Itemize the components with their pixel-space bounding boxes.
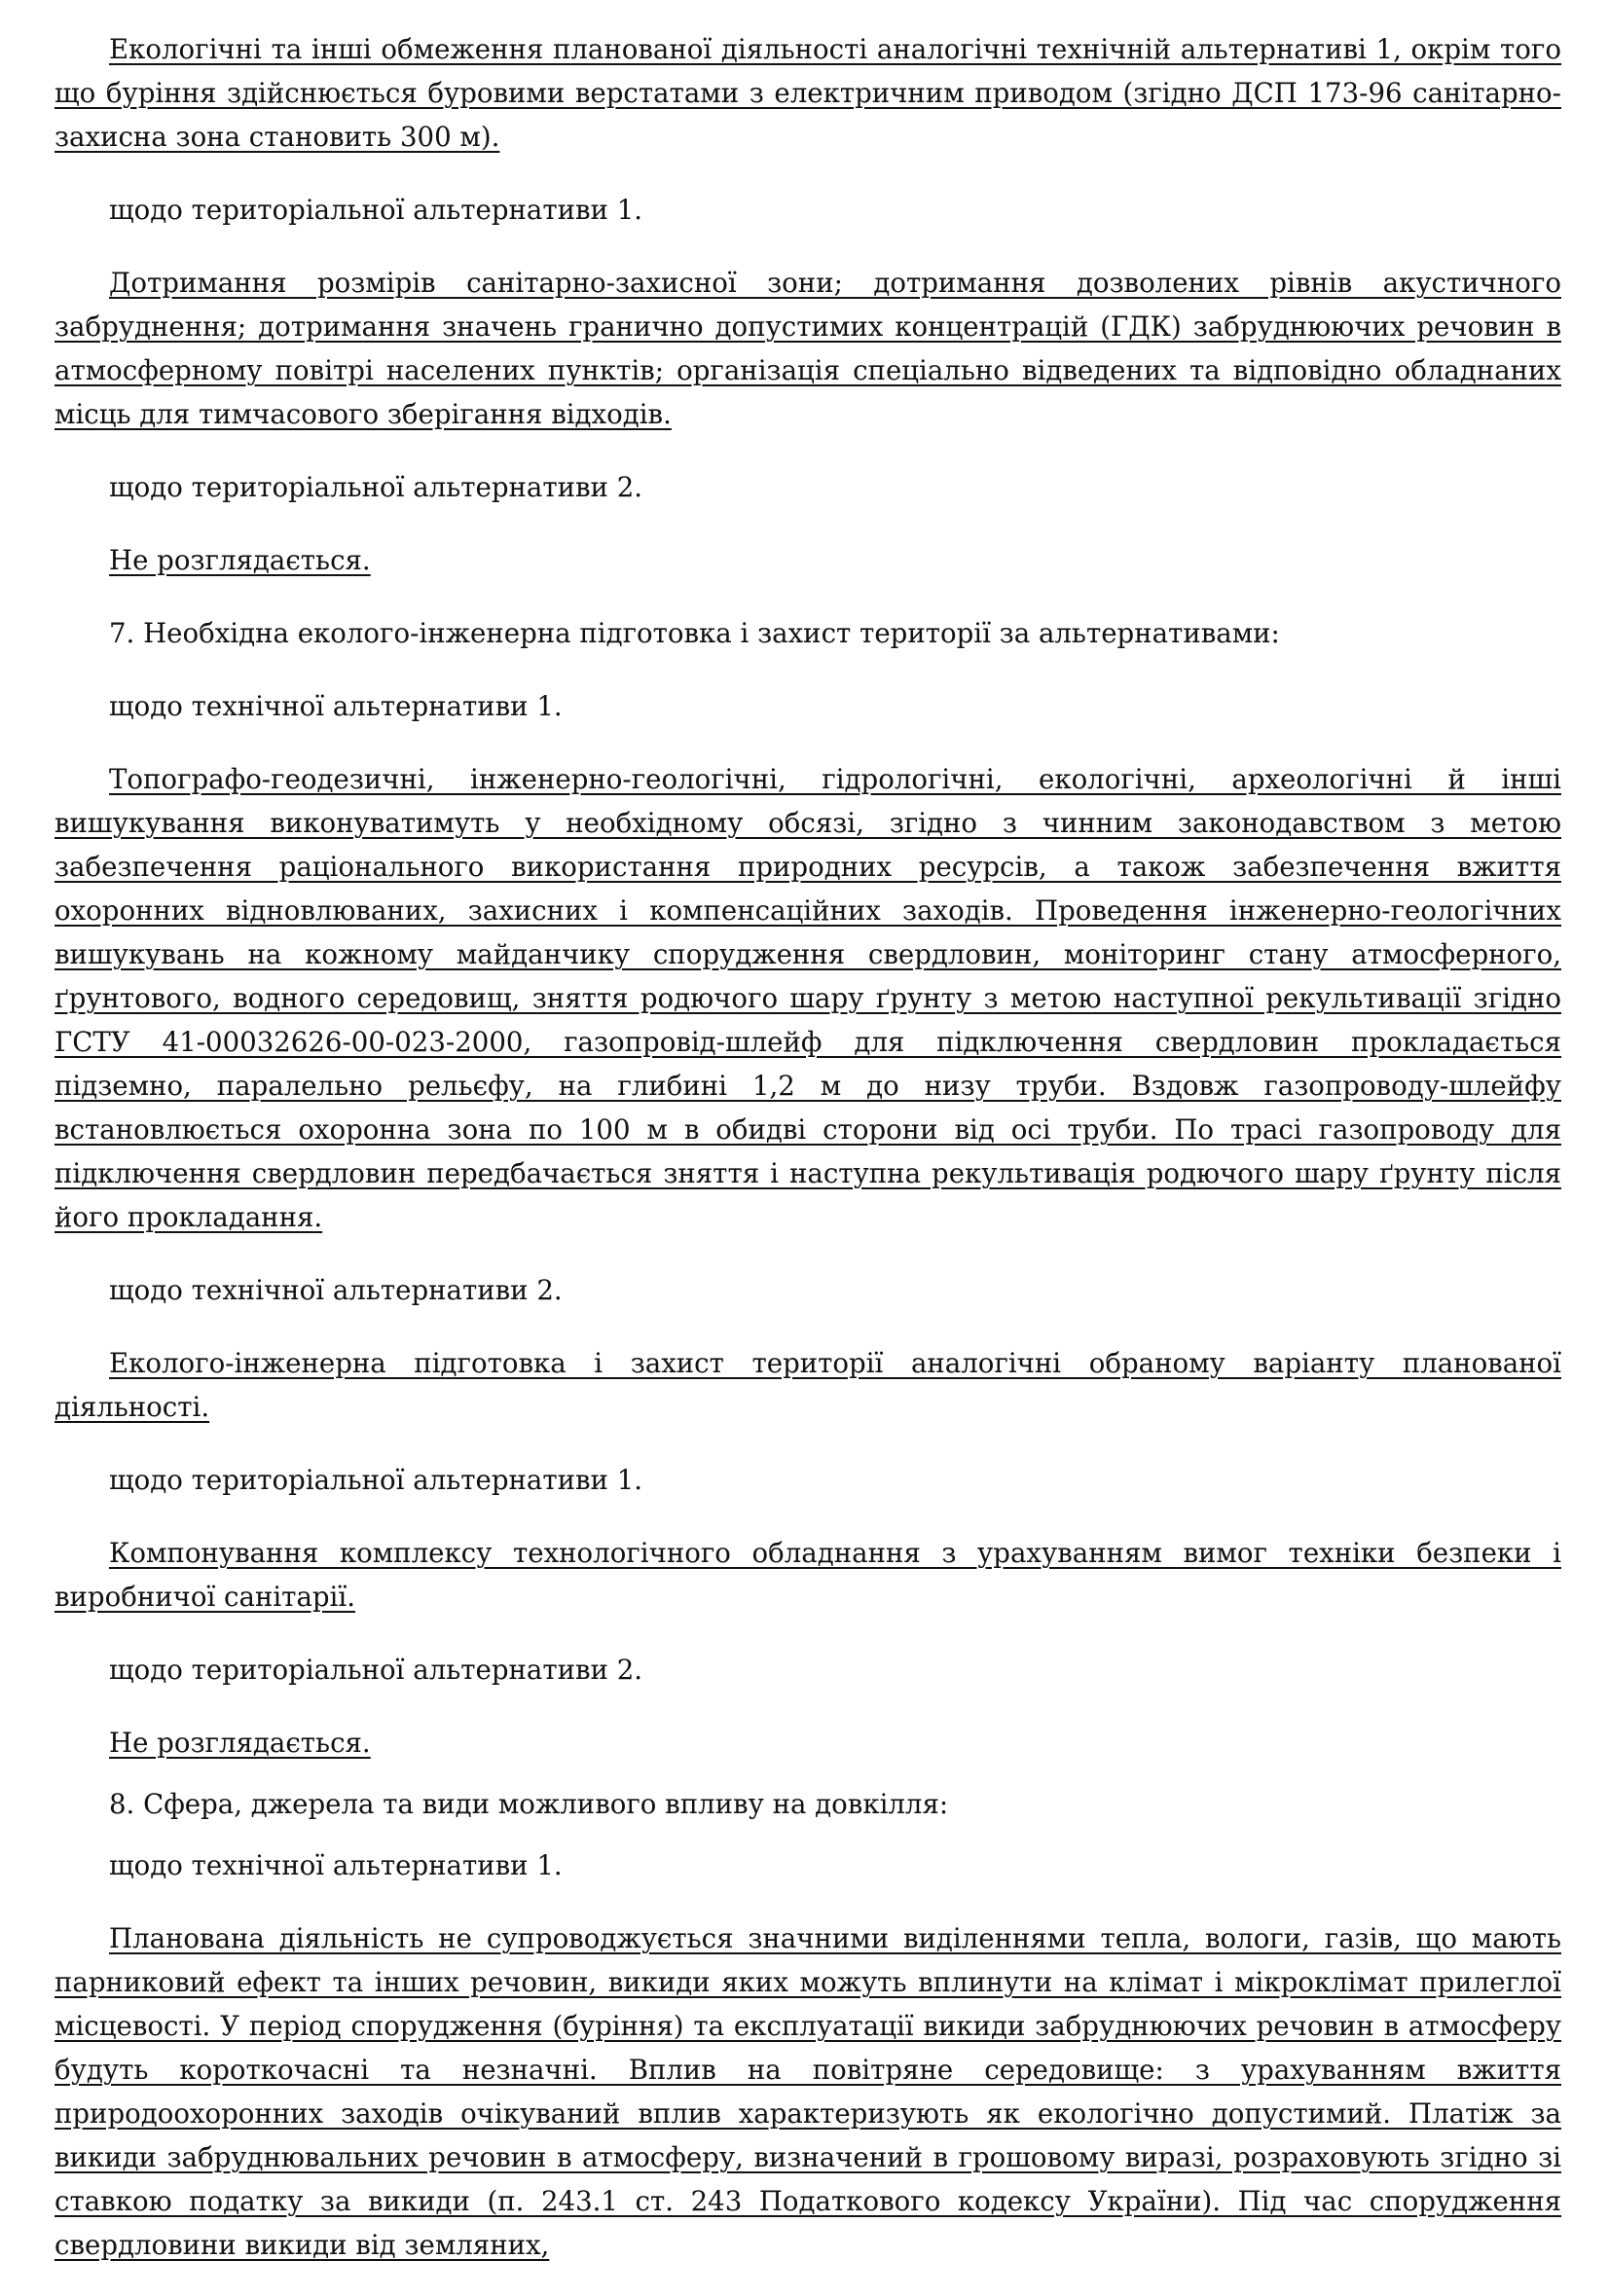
heading-territorial-alternative-2	[55, 465, 1561, 509]
paragraph-text: щодо територіальної альтернативи 1.	[109, 194, 643, 226]
paragraph-text: Не розглядається.	[109, 1727, 371, 1759]
paragraph-environmental-impact	[55, 1916, 1561, 2267]
paragraph-text: щодо технічної альтернативи 2.	[109, 1274, 563, 1306]
heading-technical-alternative-1	[55, 684, 1561, 728]
paragraph-text: щодо технічної альтернативи 1.	[109, 690, 563, 722]
heading-territorial-alternative-1	[55, 188, 1561, 232]
paragraph-text: Еколого-інженерна підготовка і захист території аналогічні обраному варіанту планованої діяльності.	[55, 1347, 1561, 1423]
paragraph-text: щодо технічної альтернативи 1.	[109, 1849, 563, 1881]
paragraph-equipment-layout	[55, 1531, 1561, 1619]
paragraph-not-considered	[55, 538, 1561, 582]
paragraph-text: Планована діяльність не супроводжується значними виділеннями тепла, вологи, газів, що мають парниковий ефект та інших речовин, викиди яких можуть вплинути на клімат і мікроклімат прилеглої місцевості. У період спорудження (буріння) та експлуатації викиди забруднюючих речовин в атмосферу будуть короткочасні та незначні. Вплив на повітряне середовище: з урахуванням вжиття природоохоронних заходів очікуваний вплив характеризують як екологічно допустимий. Платіж за викиди забруднювальних речовин в атмосферу, визначений в грошовому виразі, розраховують згідно зі ставкою податку за викиди (п. 243.1 ст. 243 Податкового кодексу України). Під час спорудження свердловини викиди від земляних,	[55, 1922, 1561, 2261]
paragraph-text: Дотримання розмірів санітарно-захисної зони; дотримання дозволених рівнів акустичного забруднення; дотримання значень гранично допустимих концентрацій (ГДК) забруднюючих речовин в атмосферному повітрі населених пунктів; організація спеціально відведених та відповідно обладнаних місць для тимчасового зберігання відходів.	[55, 267, 1561, 430]
paragraph-text: щодо територіальної альтернативи 1.	[109, 1464, 643, 1496]
paragraph-surveys	[55, 757, 1561, 1239]
paragraph-text: Екологічні та інші обмеження планованої діяльності аналогічні технічній альтернативі 1, окрім того що буріння здійснюється буровими верстатами з електричним приводом (згідно ДСП 173-96 санітарно-захисна зона становить 300 м).	[55, 33, 1561, 153]
section-7-heading	[55, 611, 1561, 655]
paragraph-text: 8. Сфера, джерела та види можливого впливу на довкілля:	[109, 1788, 949, 1820]
heading-territorial-alternative-2	[55, 1648, 1561, 1692]
paragraph-engineering-preparation	[55, 1341, 1561, 1429]
paragraph-text: щодо територіальної альтернативи 2.	[109, 471, 643, 503]
paragraph-text: Компонування комплексу технологічного обладнання з урахуванням вимог техніки безпеки і виробничої санітарії.	[55, 1537, 1561, 1613]
paragraph-text: Топографо-геодезичні, інженерно-геологічні, гідрологічні, екологічні, археологічні й інші вишукування виконуватимуть у необхідному обсязі, згідно з чинним законодавством з метою забезпечення раціонального використання природних ресурсів, а також забезпечення вжиття охоронних відновлюваних, захисних і компенсаційних заходів. Проведення інженерно-геологічних вишукувань на кожному майданчику спорудження свердловин, моніторинг стану атмосферного, ґрунтового, водного середовищ, зняття родючого шару ґрунту з метою наступної рекультивації згідно ГСТУ 41-00032626-00-023-2000, газопровід-шлейф для підключення свердловин прокладається підземно, паралельно рельєфу, на глибині 1,2 м до низу труби. Вздовж газопроводу-шлейфу встановлюється охоронна зона по 100 м в обидві сторони від осі труби. По трасі газопроводу для підключення свердловин передбачається зняття і наступна рекультивація родючого шару ґрунту після його прокладання.	[55, 763, 1561, 1233]
heading-technical-alternative-1	[55, 1843, 1561, 1887]
section-8-heading	[55, 1782, 1561, 1826]
paragraph-sanitary-zone	[55, 261, 1561, 436]
paragraph-text: Не розглядається.	[109, 544, 371, 576]
heading-territorial-alternative-1	[55, 1458, 1561, 1502]
paragraph-text: 7. Необхідна еколого-інженерна підготовка і захист території за альтернативами:	[109, 617, 1280, 649]
heading-technical-alternative-2	[55, 1268, 1561, 1312]
paragraph-not-considered	[55, 1721, 1561, 1765]
paragraph-ecological-restrictions	[55, 27, 1561, 159]
document-page	[55, 27, 1561, 2296]
paragraph-text: щодо територіальної альтернативи 2.	[109, 1654, 643, 1686]
